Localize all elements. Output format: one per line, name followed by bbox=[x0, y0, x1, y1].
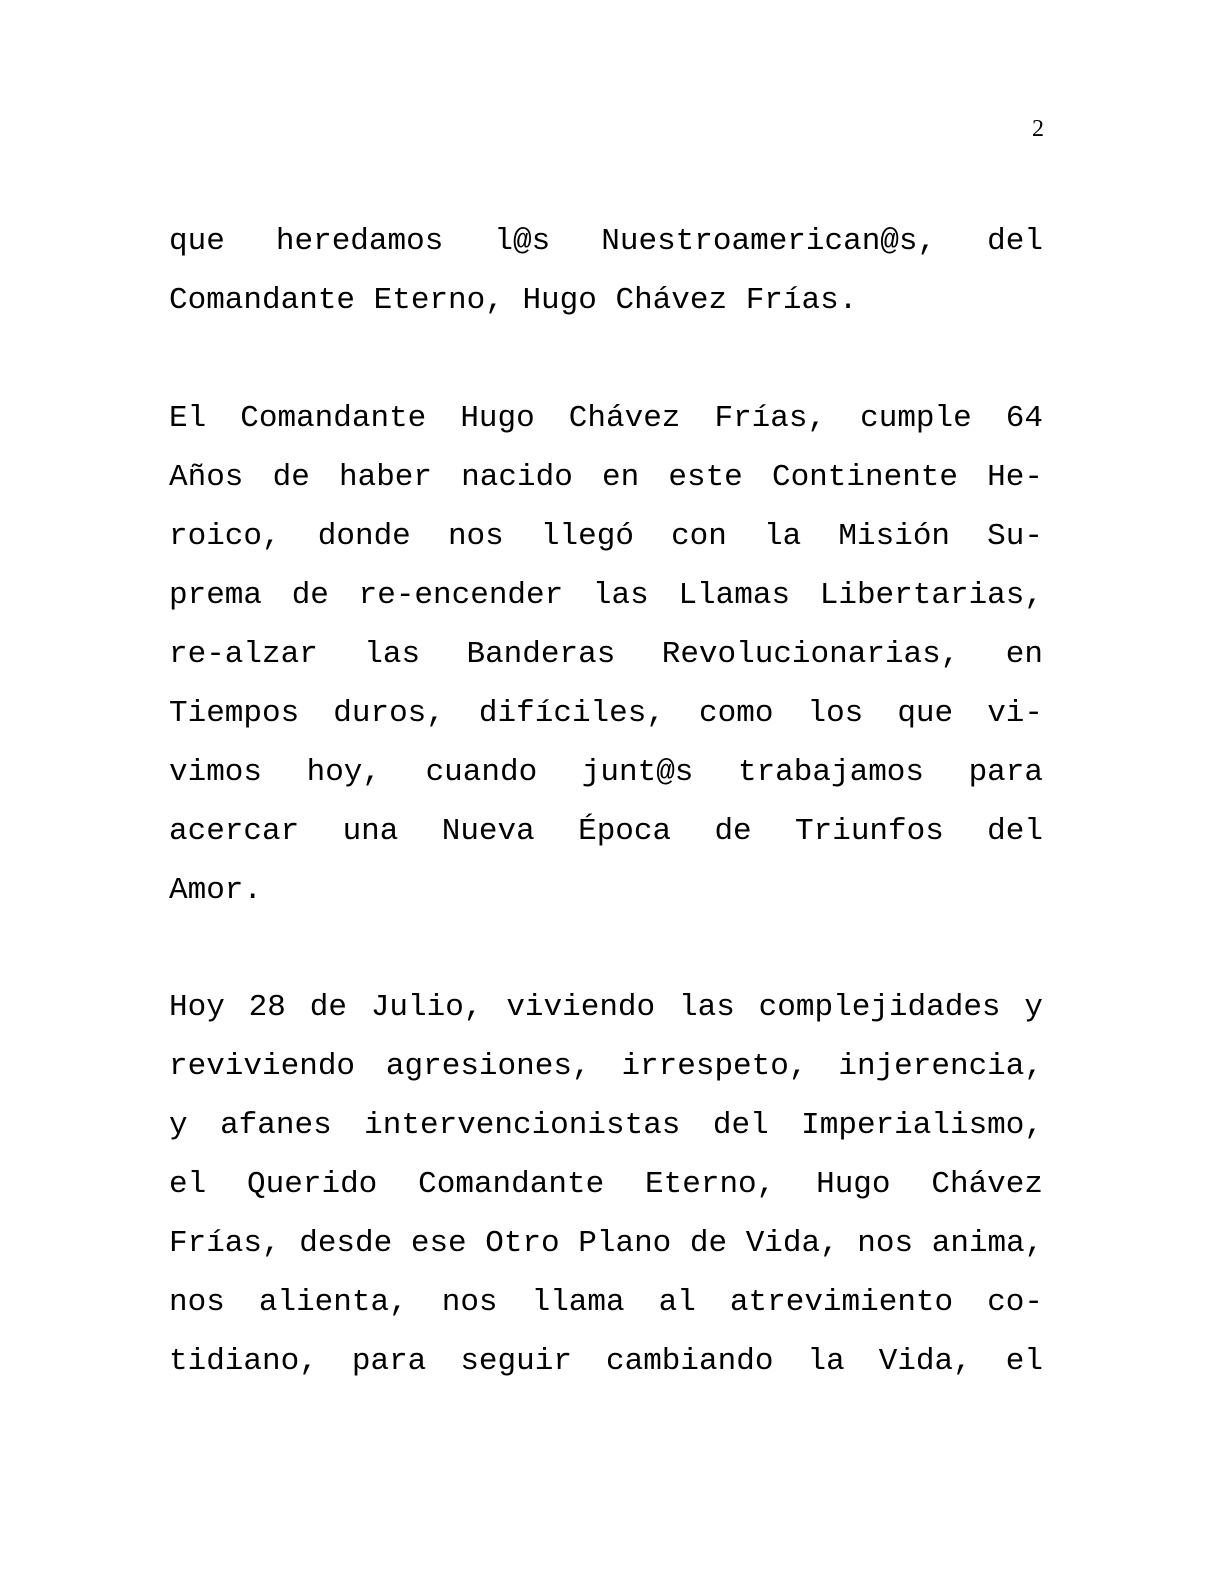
text-line: prema de re-encender las Llamas Libertarias, bbox=[169, 578, 1043, 613]
text-line: nos alienta, nos llama al atrevimiento co- bbox=[169, 1285, 1043, 1320]
text-line: Hoy 28 de Julio, viviendo las complejidades y bbox=[169, 990, 1043, 1025]
paragraph-1 bbox=[169, 212, 1043, 330]
text-line: reviviendo agresiones, irrespeto, injerencia, bbox=[169, 1049, 1043, 1084]
text-line: Tiempos duros, difíciles, como los que vi- bbox=[169, 696, 1043, 731]
page-number: 2 bbox=[1032, 116, 1044, 142]
paragraph-2 bbox=[169, 389, 1043, 920]
text-line: El Comandante Hugo Chávez Frías, cumple 64 bbox=[169, 401, 1043, 436]
text-line: roico, donde nos llegó con la Misión Su- bbox=[169, 519, 1043, 554]
text-line: el Querido Comandante Eterno, Hugo Chávez bbox=[169, 1167, 1043, 1202]
text-line: tidiano, para seguir cambiando la Vida, el bbox=[169, 1344, 1043, 1379]
text-line: re-alzar las Banderas Revolucionarias, en bbox=[169, 637, 1043, 672]
text-line: que heredamos l@s Nuestroamerican@s, del bbox=[169, 224, 1043, 259]
text-line: Años de haber nacido en este Continente He- bbox=[169, 460, 1043, 495]
text-line: Comandante Eterno, Hugo Chávez Frías. bbox=[169, 283, 858, 318]
text-line: vimos hoy, cuando junt@s trabajamos para bbox=[169, 755, 1043, 790]
paragraph-3 bbox=[169, 978, 1043, 1391]
text-line: Frías, desde ese Otro Plano de Vida, nos anima, bbox=[169, 1226, 1044, 1261]
text-line: y afanes intervencionistas del Imperialismo, bbox=[169, 1108, 1043, 1143]
text-line: acercar una Nueva Época de Triunfos del bbox=[169, 814, 1043, 849]
text-line: Amor. bbox=[169, 873, 263, 908]
